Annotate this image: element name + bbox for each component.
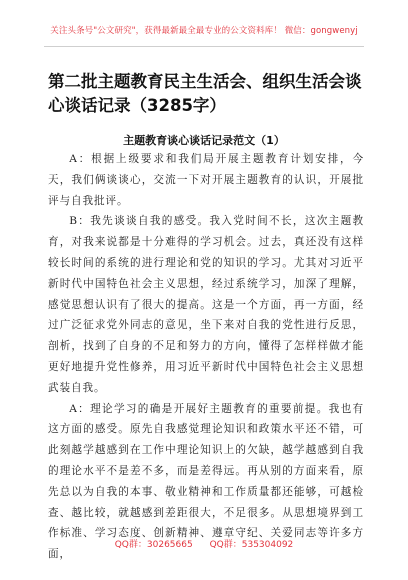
footer — [0, 537, 408, 550]
promo-header: 关注头条号"公文研究"，获得最新最全最专业的公文资料库！ 微信：gongwenyj — [50, 26, 358, 36]
document-title: 第二批主题教育民主生活会、组织生活会谈心谈话记录（3285字） — [48, 72, 362, 115]
header-divider — [44, 46, 364, 47]
paragraph-3: A：理论学习的确是开展好主题教育的重要前提。我也有这方面的感受。原先自我感觉理论知识和政策水平还不错，可此刻越学越感到在工作中理论知识上的欠缺，越学越感到自我的理论水平不是差不多，而是差得远。再从别的方面来看，原先总以为自我的本事、敬业精神和工作质量都还能够，可越检查、越比较，就越感到差距很大，不足很多。从思想境界到工作标准、学习态度、创新精神、遵章守纪、关爱同志等许多方面， — [48, 402, 364, 561]
section-heading: 主题教育谈心谈话记录范文（1） — [123, 134, 285, 147]
paragraph-2: B：我先谈谈自我的感受。我入党时间不长，这次主题教育，对我来说都是十分难得的学习机会。过去，真还没有这样较长时间的系统的进行理论和党的知识的学习。尤其对习近平新时代中国特色社会主义思想，经过系统学习，加深了理解，感觉思想认识有了很大的提高。这是一个方面，再一方面，经过广泛征求党外同志的意见，坐下来对自我的党性进行反思，剖析，找到了自身的不足和努力的方向，懂得了怎样样做才能更好地提升党性修养，用习近平新时代中国特色社会主义思想武装自我。 — [48, 215, 364, 394]
footer-qq-group-1: QQ群：30265665 — [114, 540, 193, 550]
footer-qq-group-2: QQ群：535304092 — [209, 540, 294, 550]
paragraph-1: A：根据上级要求和我们局开展主题教育计划安排，今天，我们俩谈谈心，交流一下对开展主题教育的认识，开展批评与自我批评。 — [48, 153, 364, 207]
document-body — [48, 149, 364, 565]
